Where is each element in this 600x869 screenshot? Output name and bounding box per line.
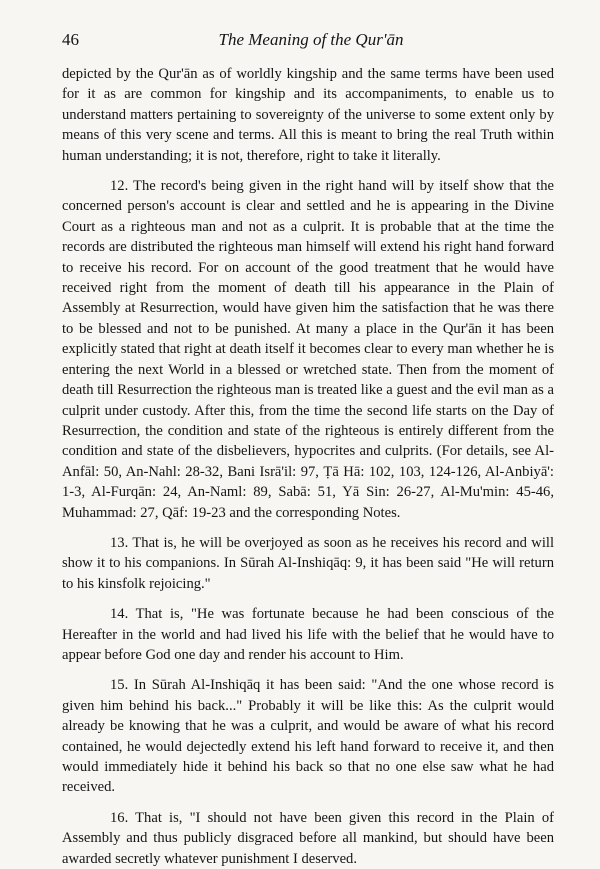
note-16: 16. That is, "I should not have been given this record in the Plain of Assembly and thus publicly disgraced before all mankind, but should have been awarded secretly whatever punishment I deserved.	[62, 809, 554, 867]
running-title: The Meaning of the Qur'ān	[218, 30, 404, 49]
page-number: 46	[62, 30, 79, 49]
note-14: 14. That is, "He was fortunate because he had been conscious of the Hereafter in the world and had lived his life with the belief that he would have to appear before God one day and render his account to Him.	[62, 606, 554, 663]
note-13: 13. That is, he will be overjoyed as soon as he receives his record and will show it to his companions. In Sūrah Al-Inshiqāq: 9, it has been said "He will return to his kinsfolk rejoicing."	[62, 534, 554, 592]
note-15: 15. In Sūrah Al-Inshiqāq it has been said: "And the one whose record is given him behind his back..." Probably it will be like this: As the culprit would already be knowing that he was a culprit, and would be aware of what his record contained, he would dejectedly extend his left hand forward to receive it, and then would immediately hide it behind his back so that no one else saw what he had received.	[62, 677, 554, 796]
page-body	[62, 64, 554, 869]
page-header	[62, 30, 560, 52]
paragraph-continuation: depicted by the Qur'ān as of worldly kingship and the same terms have been used for it as are common for kingship and its accompaniments, to enable us to understand matters pertaining to sovereignty of the universe to some extent only by means of this very scene and terms. All this is meant to bring the real Truth within human understanding; it is not, therefore, right to take it literally.	[62, 66, 554, 164]
note-12: 12. The record's being given in the right hand will by itself show that the concerned person's account is clear and settled and he is appearing in the Divine Court as a righteous man and not as a culprit. It is probable that at the time the records are distributed the righteous man himself will extend his right hand forward to receive his record. For on account of the good treatment that he would have received right from the moment of death till his appearance in the Plain of Assembly at Resurrection, would have given him the satisfaction that he was there to be blessed and not to be punished. At many a place in the Qur'ān it has been explicitly stated that right at death itself it becomes clear to every man whether he is entering the next World in a blessed or wretched state. Then from the moment of death till Resurrection the righteous man is treated like a guest and the evil man as a culprit under custody. After this, from the time the second life starts on the Day of Resurrection, the condition and state of the righteous is entirely different from the condition and state of the disbelievers, hypocrites and culprits. (For details, see Al-Anfāl: 50, An-Nahl: 28-32, Bani Isrā'il: 97, Ṭā Hā: 102, 103, 124-126, Al-Anbiyā': 1-3, Al-Furqān: 24, An-Naml: 89, Sabā: 51, Yā Sin: 26-27, Al-Mu'min: 45-46, Muhammad: 27, Qāf: 19-23 and the corresponding Notes.	[62, 178, 554, 521]
